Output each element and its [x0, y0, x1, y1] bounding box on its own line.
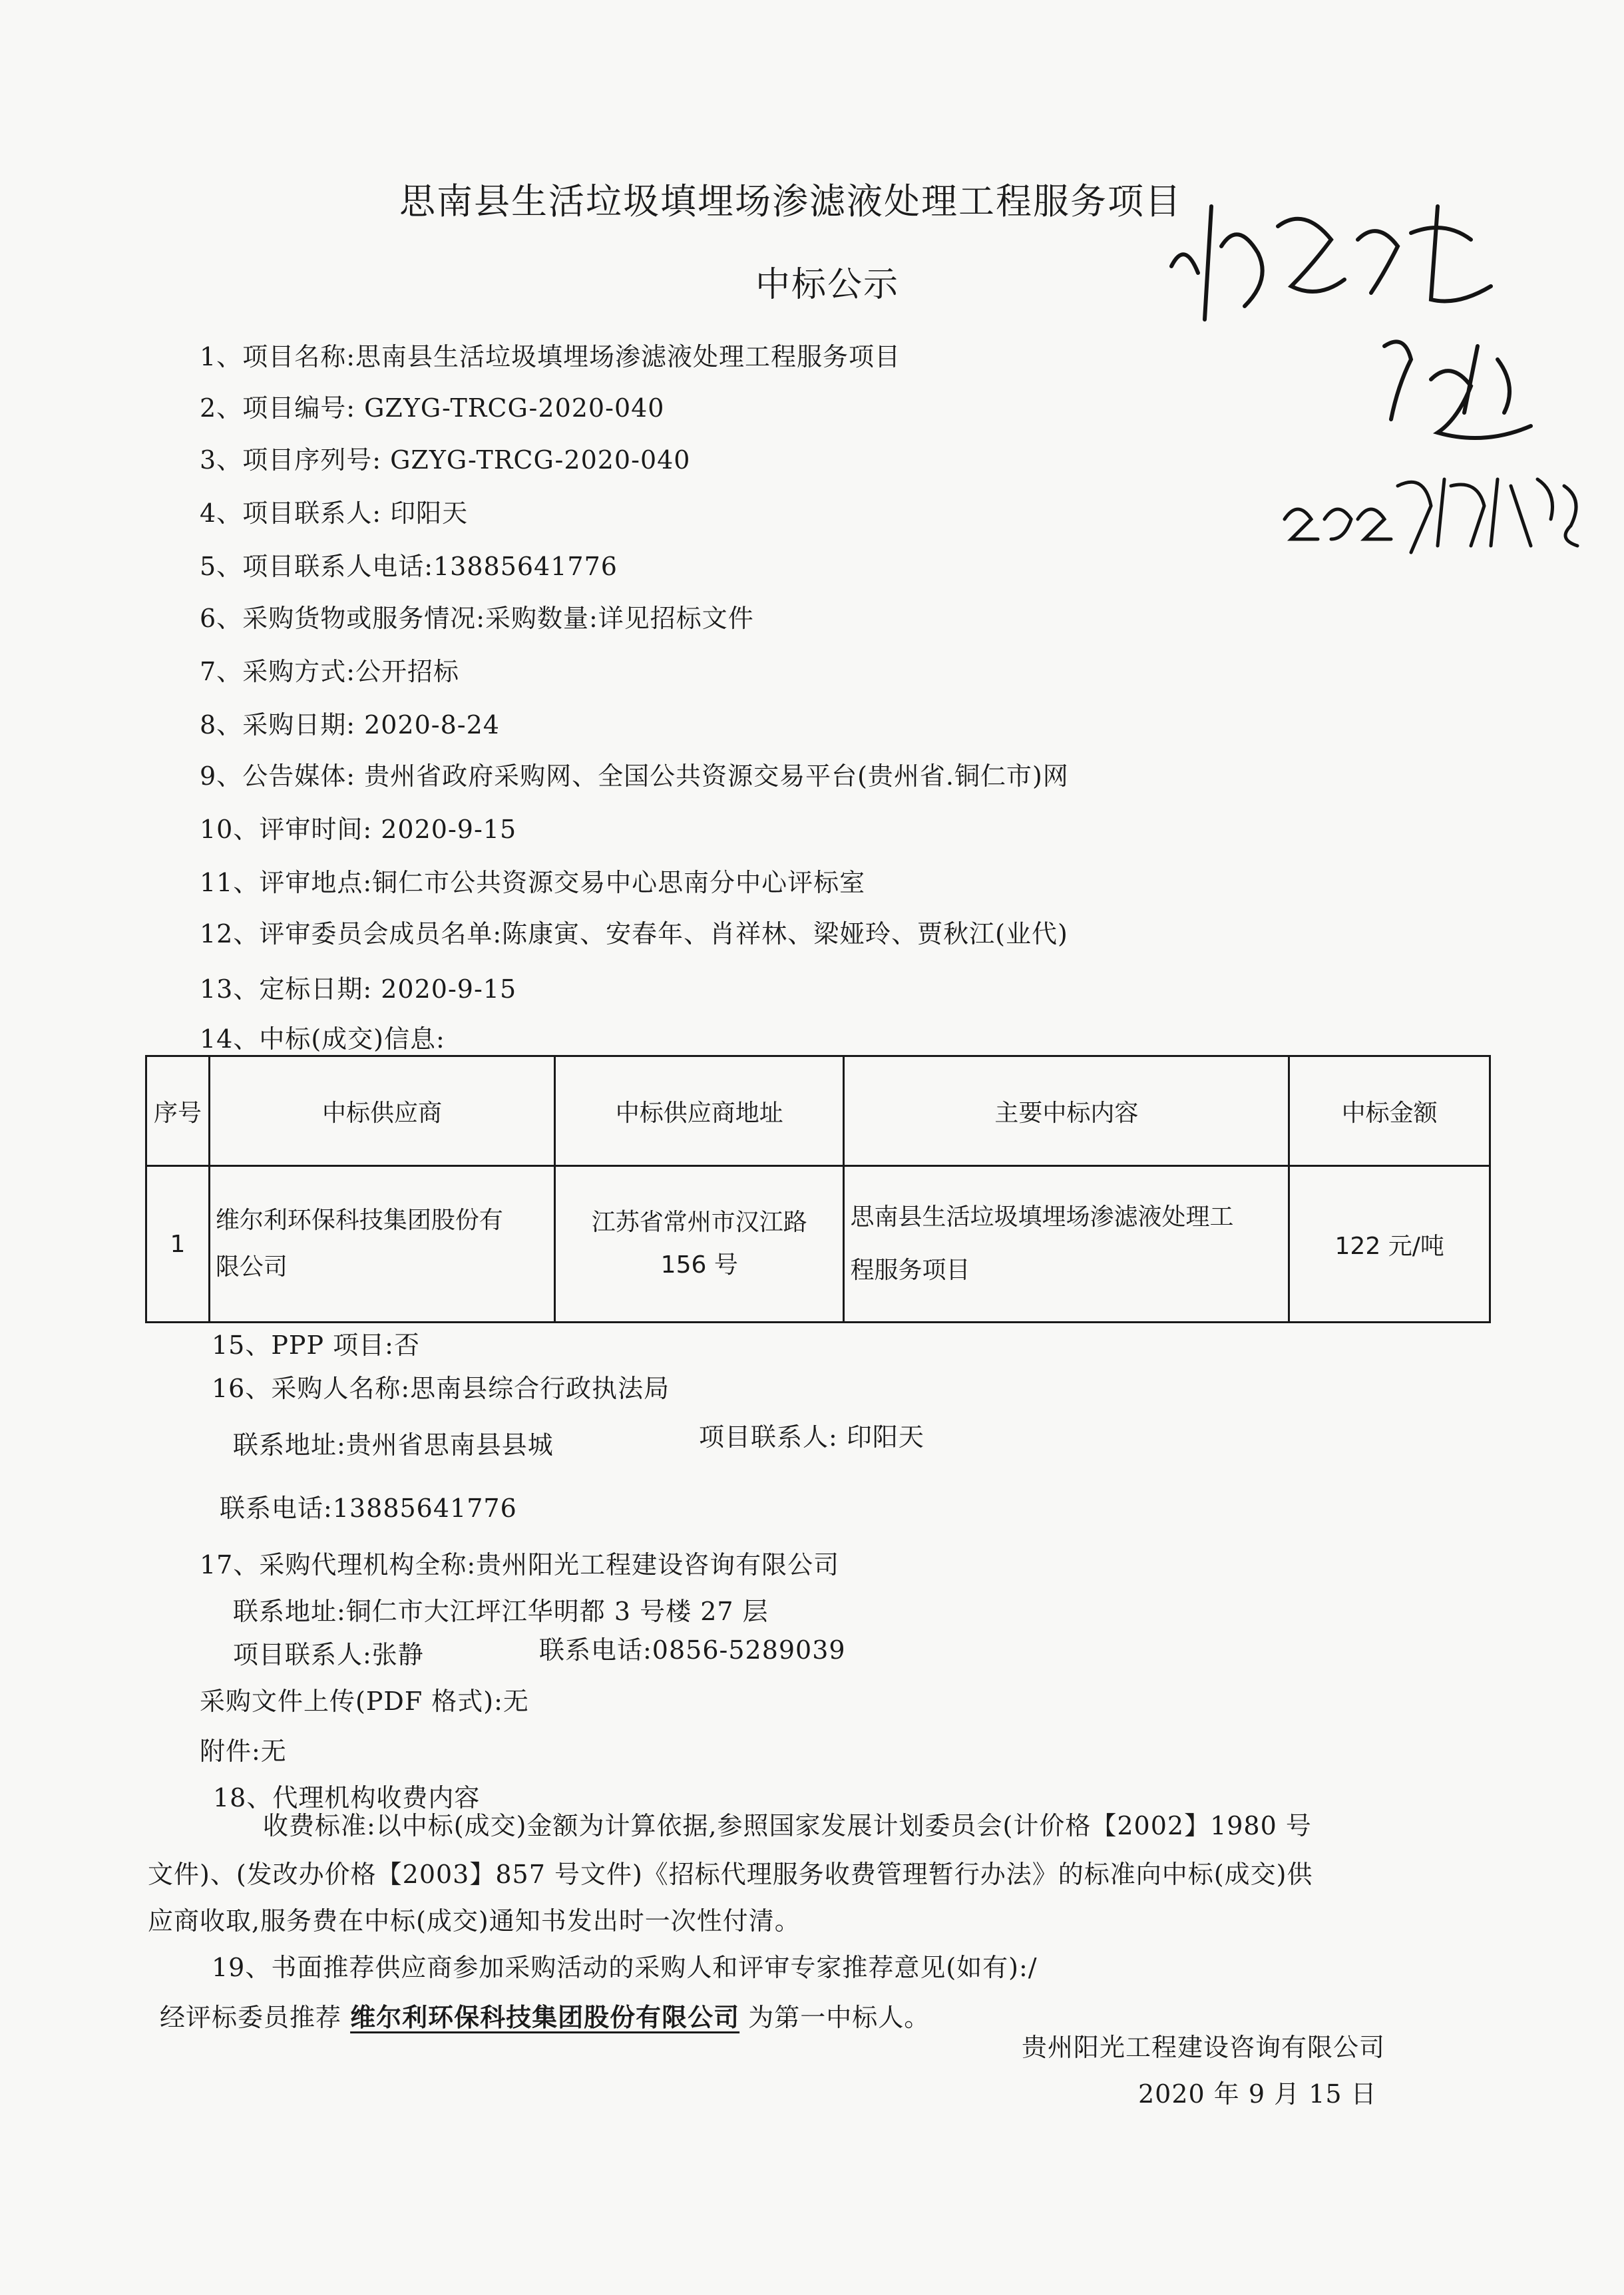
- item-1: [200, 336, 901, 373]
- cell-content: [844, 1166, 1289, 1323]
- item-number: 3、: [200, 445, 243, 475]
- item-text: 采购货物或服务情况:采购数量:详见招标文件: [242, 604, 754, 633]
- item-number: 7、: [200, 657, 243, 686]
- item-14: [200, 1018, 445, 1055]
- item-17: 17、采购代理机构全称:贵州阳光工程建设咨询有限公司: [200, 1550, 840, 1579]
- item-13: [200, 968, 516, 1005]
- item-text: 项目联系人电话:13885641776: [242, 552, 618, 581]
- handwriting-strokes-1: [1158, 166, 1531, 339]
- item-text: 项目序列号: GZYG-TRCG-2020-040: [242, 445, 691, 475]
- content-line-1: 思南县生活垃圾填埋场渗滤液处理工: [850, 1203, 1234, 1231]
- item-16: 16、采购人名称:思南县综合行政执法局: [212, 1374, 670, 1403]
- header-supplier: 中标供应商: [209, 1056, 554, 1166]
- item-9: [200, 755, 1069, 792]
- handwritten-initial: [1371, 319, 1557, 453]
- recommend-company: 维尔利环保科技集团股份有限公司: [350, 2002, 740, 2032]
- item-number: 8、: [200, 710, 243, 739]
- handwritten-approval: [1158, 166, 1531, 339]
- item-18: 18、代理机构收费内容: [213, 1783, 481, 1812]
- item-7: [200, 651, 459, 688]
- signing-date: 2020 年 9 月 15 日: [1138, 2079, 1377, 2109]
- signer-organization: 贵州阳光工程建设咨询有限公司: [1022, 2033, 1386, 2062]
- item-8: [200, 704, 500, 741]
- item-number: 10、: [200, 815, 260, 844]
- cell-address: [555, 1166, 844, 1323]
- buyer-contact: 项目联系人: 印阳天: [699, 1422, 924, 1452]
- content-line-2: 程服务项目: [850, 1257, 970, 1284]
- item-text: 项目名称:思南县生活垃圾填埋场渗滤液处理工程服务项目: [242, 342, 901, 371]
- supplier-line-2: 限公司: [215, 1253, 288, 1281]
- item-4: [200, 493, 468, 529]
- item-5: [200, 546, 618, 582]
- item-3: [200, 439, 690, 476]
- header-address: 中标供应商地址: [555, 1056, 844, 1166]
- item-text: 项目编号: GZYG-TRCG-2020-040: [242, 393, 665, 423]
- cell-index: 1: [146, 1166, 210, 1323]
- item-6: [200, 598, 754, 634]
- item-number: 6、: [200, 604, 243, 633]
- supplier-line-1: 维尔利环保科技集团股份有: [215, 1207, 503, 1234]
- handwriting-strokes-2: [1371, 319, 1557, 453]
- item-number: 4、: [200, 499, 243, 528]
- buyer-address: 联系地址:贵州省思南县县城: [233, 1430, 554, 1460]
- item-10: [200, 809, 516, 845]
- item-number: 5、: [200, 552, 243, 581]
- recommendation: [160, 1997, 930, 2033]
- attachment-info: 附件:无: [200, 1737, 287, 1766]
- handwriting-strokes-3: [1278, 446, 1597, 559]
- item-text: 采购方式:公开招标: [242, 657, 459, 686]
- document-subtitle: 中标公示: [755, 265, 900, 305]
- item-number: 13、: [200, 974, 260, 1004]
- handwritten-date: [1278, 446, 1597, 559]
- buyer-phone: 联系电话:13885641776: [220, 1494, 517, 1523]
- address-line-1: 江苏省常州市汉江路: [591, 1209, 807, 1236]
- document-title: 思南县生活垃圾填埋场渗滤液处理工程服务项目: [399, 180, 1182, 222]
- table-header-row: [146, 1056, 1490, 1166]
- file-upload-info: 采购文件上传(PDF 格式):无: [200, 1687, 529, 1716]
- recommend-prefix: 经评标委员推荐: [160, 2003, 342, 2032]
- item-text: 项目联系人: 印阳天: [242, 499, 469, 528]
- item-text: 评审地点:铜仁市公共资源交易中心思南分中心评标室: [259, 868, 866, 897]
- item-19: 19、书面推荐供应商参加采购活动的采购人和评审专家推荐意见(如有):/: [212, 1953, 1038, 1982]
- award-table: [145, 1055, 1491, 1323]
- cell-supplier: [209, 1166, 554, 1323]
- fee-line-2: 文件)、(发改办价格【2003】857 号文件)《招标代理服务收费管理暂行办法》的标准向中标(成交)供: [148, 1860, 1313, 1889]
- agency-contact: 项目联系人:张静: [233, 1640, 424, 1669]
- item-text: 中标(成交)信息:: [259, 1024, 445, 1054]
- recommend-suffix: 为第一中标人。: [748, 2003, 930, 2032]
- item-text: 公告媒体: 贵州省政府采购网、全国公共资源交易平台(贵州省.铜仁市)网: [242, 761, 1069, 791]
- item-text: 评审时间: 2020-9-15: [259, 815, 517, 844]
- item-text: 评审委员会成员名单:陈康寅、安春年、肖祥林、梁娅玲、贾秋江(业代): [259, 919, 1068, 948]
- item-11: [200, 862, 865, 899]
- item-12: [200, 913, 1068, 950]
- item-text: 采购日期: 2020-8-24: [242, 710, 500, 739]
- item-number: 2、: [200, 393, 243, 423]
- header-content: 主要中标内容: [844, 1056, 1289, 1166]
- item-number: 14、: [200, 1024, 260, 1054]
- item-2: [200, 387, 664, 424]
- cell-amount: 122 元/吨: [1289, 1166, 1490, 1323]
- agency-phone: 联系电话:0856-5289039: [539, 1635, 846, 1665]
- agency-address: 联系地址:铜仁市大江坪江华明都 3 号楼 27 层: [233, 1597, 769, 1626]
- item-number: 1、: [200, 342, 243, 371]
- address-line-2: 156 号: [660, 1251, 738, 1279]
- header-index: 序号: [146, 1056, 210, 1166]
- item-text: 定标日期: 2020-9-15: [259, 974, 517, 1004]
- item-15: 15、PPP 项目:否: [212, 1331, 420, 1360]
- fee-line-3: 应商收取,服务费在中标(成交)通知书发出时一次性付清。: [148, 1906, 801, 1936]
- item-number: 12、: [200, 919, 260, 948]
- fee-line-1: 收费标准:以中标(成交)金额为计算依据,参照国家发展计划委员会(计价格【2002】1980 号: [263, 1811, 1312, 1840]
- table-row: [146, 1166, 1490, 1323]
- item-number: 9、: [200, 761, 243, 791]
- header-amount: 中标金额: [1289, 1056, 1490, 1166]
- item-number: 11、: [200, 868, 260, 897]
